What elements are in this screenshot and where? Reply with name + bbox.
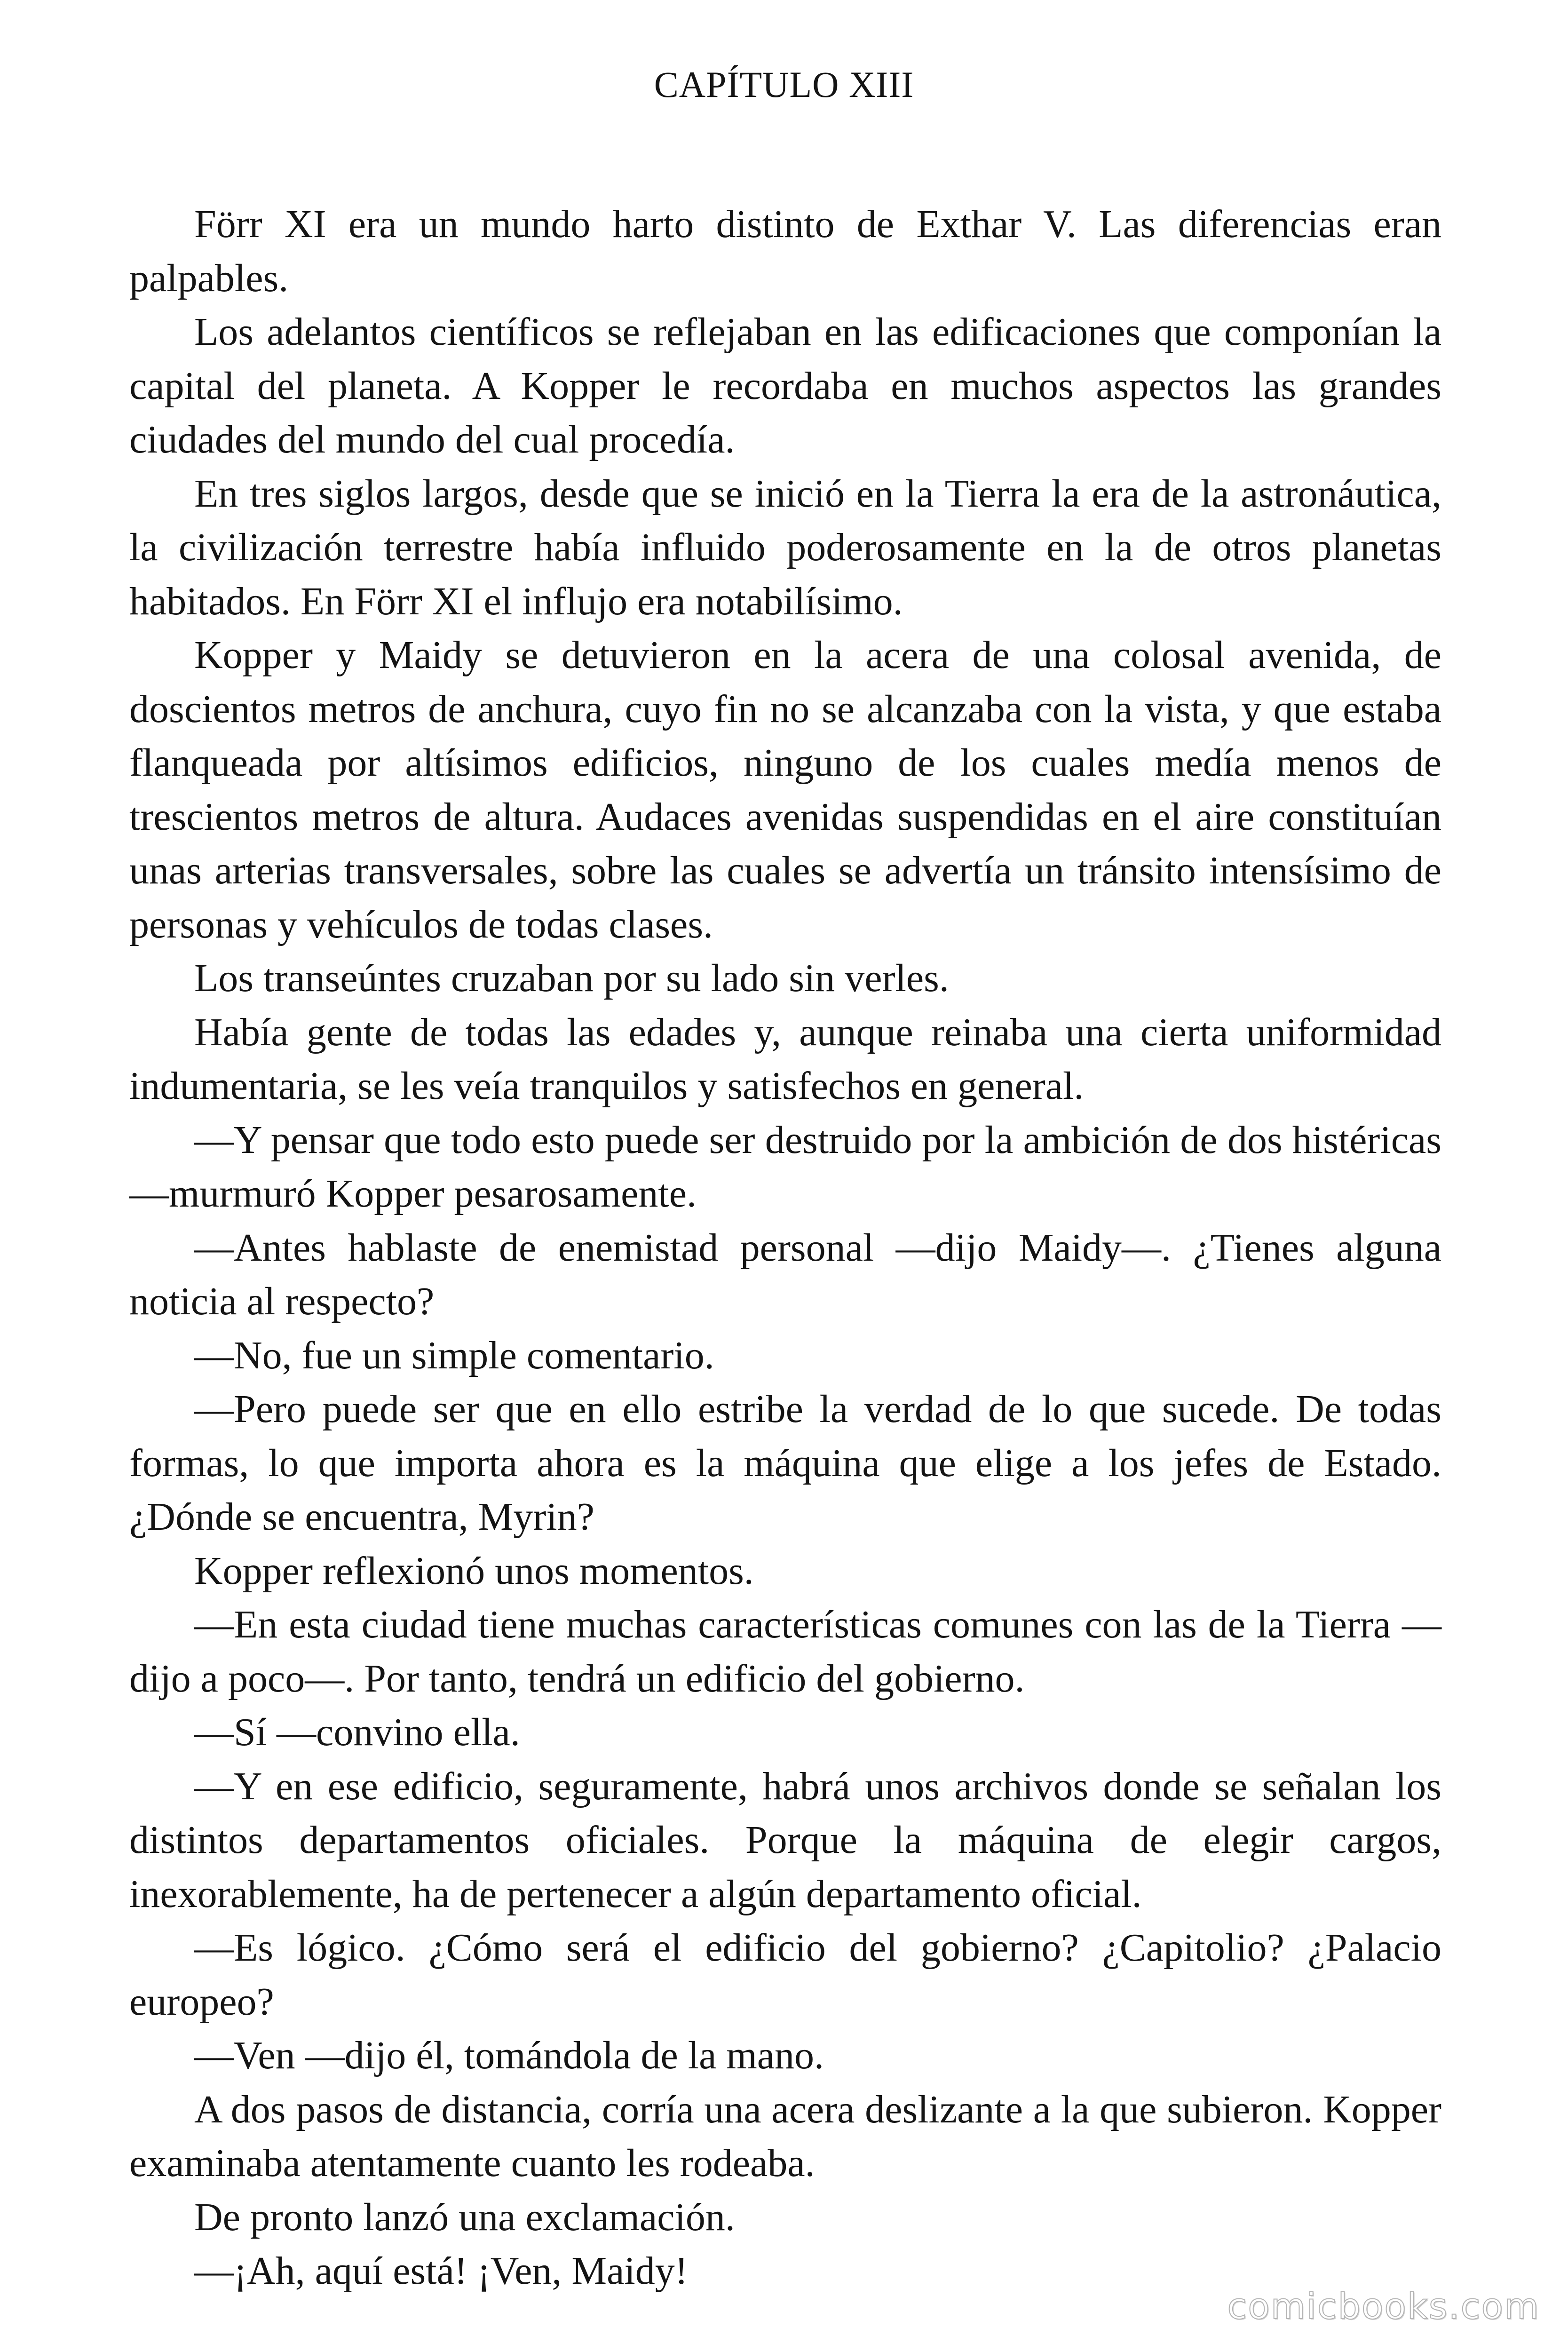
chapter-title: CAPÍTULO XIII — [654, 64, 914, 105]
paragraph: —Sí —convino ella. — [194, 1710, 520, 1754]
paragraph: Kopper y Maidy se detuvieron en la acera de una colosal avenida, de doscientos metros de anchura, cuyo fin no se alcanzaba con la vista, y que estaba flanqueada por altísimos edificios, ninguno de los cuales medía menos de trescientos metros de altura. Audaces avenidas suspendidas en el aire constituían unas arterias transversales, sobre las cuales se advertía un tránsito intensísimo de personas y vehículos de todas clases. — [129, 633, 1441, 946]
paragraph: De pronto lanzó una exclamación. — [194, 2195, 735, 2239]
paragraph: Los adelantos científicos se reflejaban en las edificaciones que componían la capital del planeta. A Kopper le recordaba en muchos aspectos las grandes ciudades del mundo del cual procedía. — [129, 310, 1441, 461]
paragraph: —Ven —dijo él, tomándola de la mano. — [194, 2034, 824, 2077]
paragraph: Kopper reflexionó unos momentos. — [194, 1549, 754, 1593]
paragraph: Los transeúntes cruzaban por su lado sin verles. — [194, 956, 949, 1000]
paragraph: —Antes hablaste de enemistad personal —dijo Maidy—. ¿Tienes alguna noticia al respecto? — [129, 1225, 1441, 1323]
paragraph: —Y pensar que todo esto puede ser destruido por la ambición de dos histéricas —murmuró Kopper pesarosamente. — [129, 1118, 1441, 1216]
paragraph: —¡Ah, aquí está! ¡Ven, Maidy! — [194, 2249, 688, 2293]
paragraph: —Pero puede ser que en ello estribe la verdad de lo que sucede. De todas formas, lo que importa ahora es la máquina que elige a los jefes de Estado. ¿Dónde se encuentra, Myrin? — [129, 1387, 1441, 1539]
paragraph: Había gente de todas las edades y, aunque reinaba una cierta uniformidad indumentaria, se les veía tranquilos y satisfechos en general. — [129, 1010, 1441, 1108]
paragraph: —Es lógico. ¿Cómo será el edificio del gobierno? ¿Capitolio? ¿Palacio europeo? — [129, 1926, 1441, 2024]
chapter-body — [129, 198, 1441, 2298]
paragraph: A dos pasos de distancia, corría una acera deslizante a la que subieron. Kopper examinaba atentamente cuanto les rodeaba. — [129, 2087, 1441, 2185]
paragraph: —Y en ese edificio, seguramente, habrá unos archivos donde se señalan los distintos departamentos oficiales. Porque la máquina de elegir cargos, inexorablemente, ha de pertenecer a algún departamento oficial. — [129, 1764, 1441, 1916]
paragraph: —En esta ciudad tiene muchas características comunes con las de la Tierra —dijo a poco—. Por tanto, tendrá un edificio del gobierno. — [129, 1603, 1441, 1700]
paragraph: —No, fue un simple comentario. — [194, 1333, 714, 1377]
watermark: comicbooks.com — [1227, 2285, 1540, 2327]
paragraph: En tres siglos largos, desde que se inició en la Tierra la era de la astronáutica, la civilización terrestre había influido poderosamente en la de otros planetas habitados. En Förr XI el influjo era notabilísimo. — [129, 471, 1441, 623]
paragraph: Förr XI era un mundo harto distinto de Exthar V. Las diferencias eran palpables. — [129, 202, 1441, 300]
